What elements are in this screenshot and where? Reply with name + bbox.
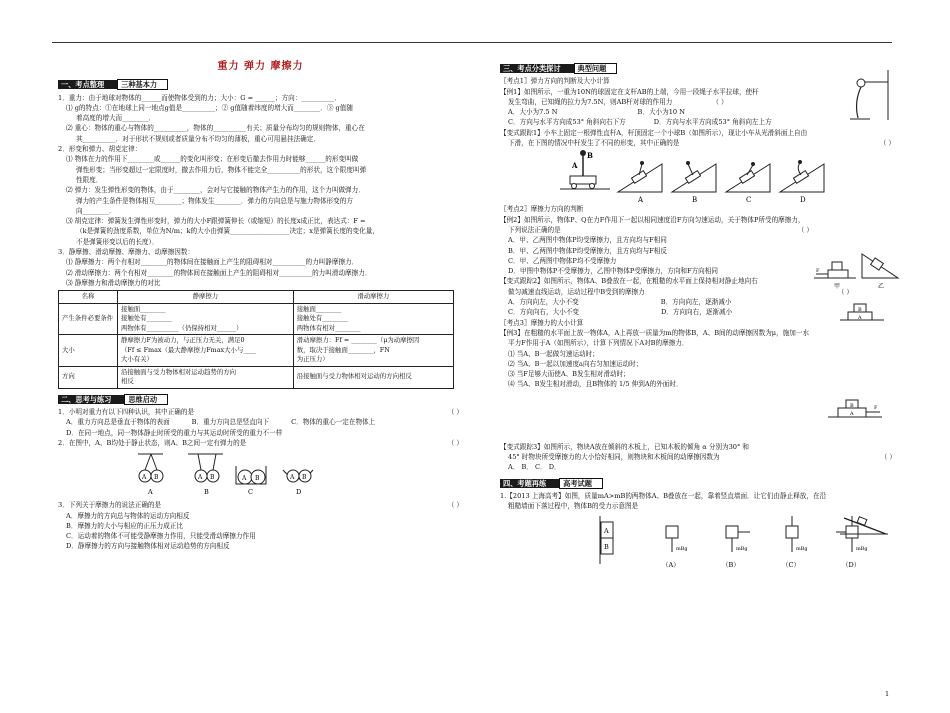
svg-text:A: A — [572, 161, 578, 171]
table-header-cell: 滑动摩擦力 — [293, 291, 453, 304]
option-a: A．方向向左，大小不变 — [508, 298, 579, 307]
option-d: D．方向与水平方向成53° 角斜向左上方 — [653, 118, 772, 127]
variant-2-figure — [838, 300, 888, 324]
section-2-number: 二、思考与练习 — [58, 395, 125, 404]
sliding-friction-def: ⑵ 滑动摩擦力：两个有相对________的物体间在接触面上产生的阻碍相对__________的力叫滑动摩擦力． — [66, 268, 372, 277]
svg-text:mBg: mBg — [856, 545, 868, 552]
figure-d — [283, 470, 313, 482]
section-1-label: 三种基本力 — [117, 79, 168, 90]
figure-yi — [862, 254, 898, 290]
figure-jia — [814, 262, 856, 290]
option-b: B．甲、乙两图中物体P均受摩擦力，且方向均与F相反 — [508, 246, 667, 255]
example-2-stem: 【例2】如图所示，物体P、Q在力F作用下一起以相同速度沿F方向匀速运动，关于物体P所受的摩擦力， — [500, 215, 805, 224]
section-4-label: 高考试题 — [559, 478, 603, 489]
answer-paren: （ ） — [712, 97, 728, 106]
question-1-options — [58, 417, 463, 427]
svg-text:mBg: mBg — [676, 545, 688, 552]
svg-text:B: B — [587, 151, 593, 161]
example-3-stem-2: 平力F作用于A（如图所示），计算下列情况下A对B的摩擦力． — [508, 339, 689, 348]
option-a: A．重力方向总是垂直于物体的表面 — [66, 418, 170, 427]
option-c: C．物体的重心一定在物体上 — [291, 418, 376, 427]
variant-3-stem-2 — [500, 452, 896, 462]
answer-paren: （ ） — [879, 139, 895, 148]
svg-text:mBg: mBg — [736, 545, 748, 552]
svg-text:A: A — [142, 474, 147, 482]
friction-comparison-table — [58, 290, 454, 389]
figure-d-label: D — [296, 488, 302, 497]
slope-d — [780, 160, 824, 204]
question-3 — [58, 500, 463, 510]
option-a: A．大小为7.5 N — [508, 108, 558, 117]
example-1-stem: 【例1】如图所示，一重为10N的球固定在支杆AB的上端，今用一段绳子水平拉球，使杆 — [500, 87, 759, 96]
topic-1-heading: 〖考点1〗弹力方向的判断及大小计算 — [500, 77, 610, 86]
variant-2-stem-2 — [500, 287, 853, 297]
elastic-force-text-2: 弹力的产生条件是物体相互________；物体发生________．弹力的方向总是与施力物体形变的方 — [76, 196, 353, 205]
figure-a — [138, 454, 163, 482]
example-1-stem-2 — [500, 97, 840, 107]
option-a-label: （A） — [662, 560, 680, 569]
section-4-number: 四、考题再练 — [500, 479, 560, 488]
example-3-stem: 【例3】在粗糙的水平面上放一物体A，A上再放一质量为m的物体B，A、B间的动摩擦因数为μ，施加一水 — [500, 328, 810, 337]
option-d-label: （D） — [842, 560, 861, 569]
variant-3-text: 45° 时物块所受摩擦力的大小恰好相同，则物块和木板间的动摩擦因数为 — [508, 453, 720, 462]
figure-a-label: A — [148, 488, 153, 497]
variant-3-options: A． B． C． D． — [508, 463, 561, 472]
center-of-gravity: ⑵ 重心：物体的重心与物体的__________，物体的__________有关；质量分布均匀的规则物体，重心在 — [66, 124, 365, 133]
section-4-header — [500, 479, 603, 489]
cart-figure-svg — [500, 148, 895, 204]
table-cell: 沿接触面与受力物体相对运动趋势的方向 相反 — [118, 366, 294, 388]
variant-2-ab — [500, 297, 895, 307]
option-b: B．摩擦力的大小与相应的正压力成正比 — [66, 521, 183, 530]
answer-paren: （ ） — [447, 438, 463, 447]
question-2-stem: 2．在图中，A、B均处于静止状态，则A、B之间一定有弹力的是 — [58, 438, 247, 447]
ball-figure-svg — [58, 448, 463, 500]
svg-text:A: A — [858, 315, 862, 321]
option-c: C．甲、乙两图中物体P均不受摩擦力 — [508, 256, 617, 265]
option-d: D．方向向右，逐渐减小 — [660, 308, 733, 317]
option-d: D．甲图中物体P不受摩擦力，乙图中物体P受摩擦力，方向和F方向相同 — [508, 267, 718, 276]
table-cell: 接触面________ 接触处有________ 两物体有__________（仍保持相对______） — [118, 303, 294, 335]
topic-2-heading: 〖考点2〗摩擦力方向的判断 — [500, 205, 584, 214]
table-header-row — [59, 291, 454, 304]
table-cell: 接触面________ 接触处有________ 两物体有相对________ — [293, 303, 453, 335]
example-2-text: 下列说法正确的是 — [508, 225, 561, 234]
section-1-header — [58, 80, 168, 90]
friction-heading: 3．静摩擦、滑动摩擦、摩擦力、动摩擦因数： — [58, 248, 195, 257]
option-b-label: B — [692, 196, 698, 205]
variant-3-stem: 【变式跟踪3】如图所示，物块A放在倾斜的木板上，已知木板的倾角 α 分别为30° 和 — [500, 442, 749, 451]
gravity-g-features: ⑴ g的特点：①在地球上同一地点g值是__________；② g值随着纬度的增大而________．③ g值随 — [66, 103, 353, 112]
svg-text:A: A — [242, 475, 247, 483]
page-title: 重力 弹力 摩擦力 — [217, 61, 304, 72]
example-3-figure — [826, 396, 884, 422]
figure-b-label: B — [204, 488, 209, 497]
deformation-heading: 2．形变和弹力、胡克定律： — [58, 145, 142, 154]
svg-text:F: F — [874, 405, 878, 411]
example-3-case-3: ⑶ 当F足够大而使A、B发生相对滑动时； — [508, 370, 630, 379]
option-c: C．方向向右，大小不变 — [508, 308, 579, 317]
option-a-label: A — [638, 196, 644, 205]
svg-text:B: B — [858, 307, 862, 313]
table-row — [59, 335, 454, 367]
option-a: A．摩擦力的方向总与物体的运动方向相反 — [66, 511, 190, 520]
svg-text:B: B — [302, 474, 307, 482]
friction-compare-title: ⑶ 静摩擦力和滑动摩擦力的对比 — [66, 278, 161, 287]
variant-2-text: 做匀减速直线运动，运动过程中B受到的摩擦力 — [508, 287, 645, 296]
question-2 — [58, 438, 463, 448]
table-header-cell: 静摩擦力 — [118, 291, 294, 304]
variant-1-stem-2 — [500, 138, 895, 148]
option-d-label: D — [800, 196, 806, 205]
question-1 — [58, 407, 463, 417]
svg-text:A: A — [290, 474, 295, 482]
static-friction-def: ⑴ 静摩擦力：两个有相对________的物体间在接触面上产生的阻碍相对__________的力叫静摩擦力． — [66, 258, 359, 267]
table-cell: 产生条件必要条件 — [59, 303, 118, 335]
wall-with-blocks — [600, 516, 613, 564]
answer-paren: （ ） — [880, 453, 896, 462]
right-column — [500, 62, 895, 570]
svg-text:A: A — [850, 411, 854, 417]
topic-3-heading: 〖考点3〗摩擦力的大小计算 — [500, 318, 584, 327]
example-1-figure — [848, 68, 896, 124]
hooke-law: ⑶ 胡克定律：弹簧发生弹性形变时，弹力的大小F跟弹簧伸长（或缩短）的长度x成正比，表达式：F = — [66, 217, 366, 226]
section-3-label: 典型问题 — [574, 63, 618, 74]
variant-1-stem: 【变式跟踪1】小车上固定一根弹性直杆A，杆顶固定一个小球B（如图所示），现让小车从光滑斜面上自由 — [500, 128, 808, 137]
option-b: B．方向向左，逐渐减小 — [660, 298, 732, 307]
option-a: A．甲、乙两图中物体P均受摩擦力，且方向均与F相同 — [508, 236, 667, 245]
elastic-force-text: ⑵ 弹力：发生弹性形变的物体，由于________，会对与它接触的物体产生力的作用，这个力叫做弹力． — [66, 186, 365, 195]
example-1-text: 发生弯曲，已知绳的拉力为7.5N，则AB杆对球的作用力 — [508, 97, 673, 106]
figure-c-label: C — [248, 488, 253, 497]
option-b: B．重力方向总是竖直向下 — [191, 418, 270, 427]
slope-c — [726, 162, 770, 204]
section-1-number: 一、考点整理 — [58, 80, 118, 89]
section-2-header — [58, 395, 168, 405]
answer-paren: （ ） — [447, 408, 463, 417]
left-column — [58, 52, 463, 552]
variant-2-cd — [500, 307, 895, 317]
svg-text:B: B — [154, 474, 159, 482]
hooke-law-3: 不是弹簧形变以后的长度）． — [76, 237, 159, 246]
figure-jia-label: 甲 — [834, 283, 841, 290]
table-cell: 静摩擦力F为被动力，与正压力无关，满足0 （Ff ≤ Fmax（最大静摩擦力Fmax大小与____ 大小有关） — [118, 335, 294, 367]
section-2-label: 思维启动 — [124, 394, 168, 405]
section-3-number: 三、考点分类探讨 — [500, 64, 575, 73]
figure-c — [236, 466, 266, 484]
example-1-ab — [500, 107, 895, 117]
table-row — [59, 303, 454, 335]
gravity-definition: 1．重力：由于地球对物体的______而使物体受到的力；大小：G = ______；方向：__________． — [58, 93, 341, 102]
option-c: C．运动着的物体不可能受静摩擦力作用，只能受滑动摩擦力作用 — [66, 532, 256, 541]
deformation-text-2: 弹性形变；当形变超过一定限度时，撤去作用力后，物体不能完全__________的形状，这个限度叫弹 — [76, 165, 367, 174]
question-2-figure — [58, 448, 463, 500]
answer-paren: （ ） — [447, 501, 463, 510]
option-c: C．方向与水平方向成53° 角斜向右下方 — [508, 118, 626, 127]
diagram-b — [726, 526, 750, 552]
table-cell: 沿接触面与受力物体相对运动的方向相反 — [293, 366, 453, 388]
example-3-case-2: ⑵ 当A、B一起以加速度a向右匀加速运动时； — [508, 359, 643, 368]
top-rule — [52, 42, 892, 43]
table-cell: 方向 — [59, 366, 118, 388]
exam-question-1-2: 粗糙墙面下落过程中，物体B的受力示意图是 — [508, 502, 639, 511]
slope-a — [618, 161, 662, 204]
center-of-gravity-cont: 其__________．对于形状不规则或者质量分布不均匀的薄板，重心可用悬挂法确定． — [76, 134, 320, 143]
example-3-case-1: ⑴ 当A、B一起做匀速运动时； — [508, 349, 599, 358]
example-2-figures — [812, 244, 900, 290]
cart-upright — [560, 150, 610, 189]
hooke-law-2: （k是弹簧的劲度系数，单位为N/m；k的大小由弹簧__________________决定；x是弹簧长度的变化量， — [76, 227, 379, 236]
elastic-force-text-3: 向________． — [76, 206, 116, 215]
gravity-g-features-cont: 着高度的增大而________． — [76, 114, 156, 123]
svg-text:A: A — [604, 526, 609, 535]
svg-text:B: B — [604, 542, 609, 551]
diagram-c — [786, 516, 808, 552]
answer-paren: （ ） — [797, 225, 813, 234]
figure-b — [188, 454, 223, 482]
question-3-stem: 3．下列关于摩擦力的说法正确的是 — [58, 501, 162, 510]
variant-3-figure — [836, 508, 892, 538]
table-row — [59, 366, 454, 388]
table-header-cell: 名称 — [59, 291, 118, 304]
svg-text:B: B — [850, 403, 854, 409]
deformation-text: ⑴ 物体在力的作用下________或______的变化叫形变；在形变后撤去作用力时能够______的形变叫做 — [66, 155, 359, 164]
page-number: 1 — [885, 690, 890, 698]
answer-paren: （ ） — [837, 287, 853, 296]
svg-text:mBg: mBg — [796, 545, 808, 552]
example-1-cd — [500, 117, 895, 127]
option-b-label: （B） — [722, 560, 740, 569]
svg-text:B: B — [255, 475, 260, 483]
option-d: D．静摩擦力的方向与接触物体相对运动趋势的方向相反 — [66, 542, 230, 551]
variant-1-figure — [500, 148, 895, 204]
svg-text:B: B — [210, 474, 215, 482]
option-d: D．在同一地点，同一物体静止时所受的重力与其运动时所受的重力不一样 — [66, 428, 283, 437]
table-cell: 滑动摩擦力：Ff = ________（μ为动摩擦因 数，取决于接触面________，FN 为正压力） — [293, 335, 453, 367]
variant-2-stem: 【变式跟踪2】如图所示，物体A、B叠放在一起，在粗糙的水平面上保持相对静止地向右 — [500, 277, 758, 286]
svg-text:F: F — [816, 268, 820, 274]
deformation-text-3: 性限度． — [76, 175, 103, 184]
example-2-stem-2 — [500, 225, 813, 235]
diagram-a — [666, 526, 688, 552]
option-b: B．大小为10 N — [637, 108, 685, 117]
slope-b — [672, 161, 716, 204]
table-cell: 大小 — [59, 335, 118, 367]
option-c-label: （C） — [782, 560, 800, 569]
question-1-stem: 1．小明对重力有以下四种认识，其中正确的是 — [58, 408, 195, 417]
exam-question-1: 1.【2013 上海高考】如图，质量mA>mB的两物体A、B叠放在一起，靠着竖直墙面．让它们由静止释放，在沿 — [500, 491, 827, 500]
section-3-header — [500, 64, 617, 74]
example-3-case-4: ⑷ 当A、B发生相对滑动，且B物体的 1/5 伸到A的外面时． — [508, 380, 683, 389]
option-c-label: C — [746, 196, 752, 205]
figure-yi-label: 乙 — [878, 283, 885, 290]
svg-text:A: A — [198, 474, 203, 482]
variant-1-text: 下滑，在下图的情况中杆发生了不同的形变，其中正确的是 — [508, 139, 680, 148]
